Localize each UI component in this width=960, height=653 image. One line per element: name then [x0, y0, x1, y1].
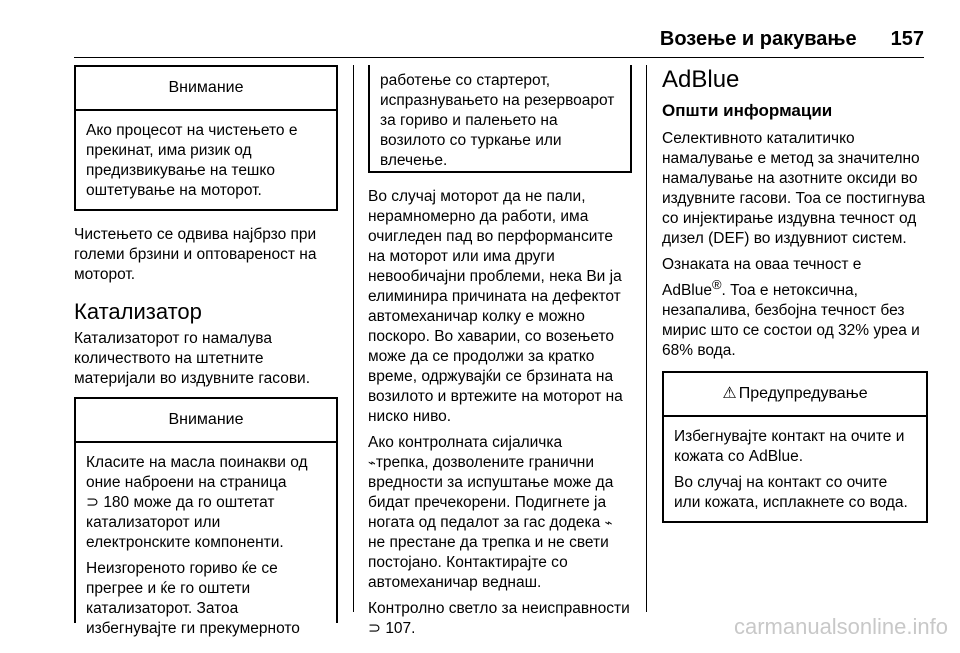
warning-text: Во случај на контакт со очите или кожата, исплакнете со вода.	[674, 474, 908, 512]
watermark: carmanualsonline.info	[733, 614, 948, 639]
column-divider	[353, 65, 354, 612]
caution-text: работење со стартерот, испразнувањето на резервоарот за гориво и палењето на возилото со туркање или влечење.	[380, 72, 615, 169]
warning-box	[662, 371, 928, 523]
column-divider	[646, 65, 647, 612]
caution-text: Ако процесот на чистењето е прекинат, има ризик од предизвикување на тешко оштетување на моторот.	[86, 122, 298, 199]
paragraph: Катализаторот го намалува количеството на штетните материјали во издувните гасови.	[74, 330, 311, 387]
column-left	[74, 65, 338, 637]
engine-warning-lamp-icon: ⌁	[604, 515, 613, 530]
paragraph: Чистењето се одвива најбрзо при големи брзини и оптовареност на моторот.	[74, 226, 317, 283]
paragraph: Ознаката на оваа течност е AdBlue®. Тоа е нетоксична, незапалива, безбојна течност без мирис што се состои од 32% уреа и 68% вода.	[662, 256, 920, 360]
page-header	[660, 28, 924, 51]
caution-text: Неизгореното гориво ќе се прегрее и ќе го оштети катализаторот. Затоа избегнувајте ги прекумерното	[86, 560, 300, 637]
warning-triangle-icon: ⚠	[722, 385, 737, 403]
caution-title: Внимание	[76, 67, 336, 111]
section-title: AdBlue	[662, 66, 740, 93]
subsection-title: Општи информации	[662, 101, 833, 120]
caution-box-continued	[368, 65, 632, 173]
header-title: Возење и ракување	[659, 28, 857, 50]
header-rule	[74, 57, 924, 58]
warning-title: ⚠ Предупредување	[664, 373, 926, 417]
paragraph: Контролно светло за неисправности ⊃ 107.	[368, 600, 630, 637]
page-ref-arrow-icon: ⊃	[368, 620, 381, 637]
page-number: 157	[890, 28, 924, 50]
section-title: Катализатор	[74, 299, 202, 324]
caution-title: Внимание	[76, 399, 336, 443]
paragraph: Во случај моторот да не пали, нерамномерно да работи, има очигледен пад во перформансите на моторот или има други невообичајни проблеми, нека Ви ја елиминира причината на дефектот автомеханичар колку е можно поскоро. Во хаварии, со возењето може да се продолжи за кратко време, одржувајќи се брзината на возилото и вртежите на моторот на ниско ниво.	[368, 188, 623, 425]
caution-box	[74, 65, 338, 211]
column-middle	[368, 65, 632, 645]
caution-box	[74, 397, 338, 637]
paragraph: Ако контролната сијаличка ⌁трепка, дозволените гранични вредности за испуштање може да бидат пречекорени. Подигнете ја ногата од педалот за гас додека ⌁ не престане да трепка и не свети постојано. Контактирајте со автомеханичар веднаш.	[368, 434, 614, 591]
caution-text: Класите на масла поинакви од оние наброени на страница ⊃ 180 може да го оштетат катализаторот или електронските компоненти.	[86, 454, 308, 551]
column-right	[662, 65, 928, 523]
paragraph: Селективното каталитичко намалување е метод за значително намалување на азотните оксиди во издувните гасови. Тоа се постигнува со инјектирање издувна течност од дизел (DEF) во издувниот систем.	[662, 130, 926, 247]
engine-warning-lamp-icon: ⌁	[368, 455, 376, 470]
page-ref-arrow-icon: ⊃	[86, 494, 99, 511]
warning-text: Избегнувајте контакт на очите и кожата со AdBlue.	[674, 428, 905, 466]
